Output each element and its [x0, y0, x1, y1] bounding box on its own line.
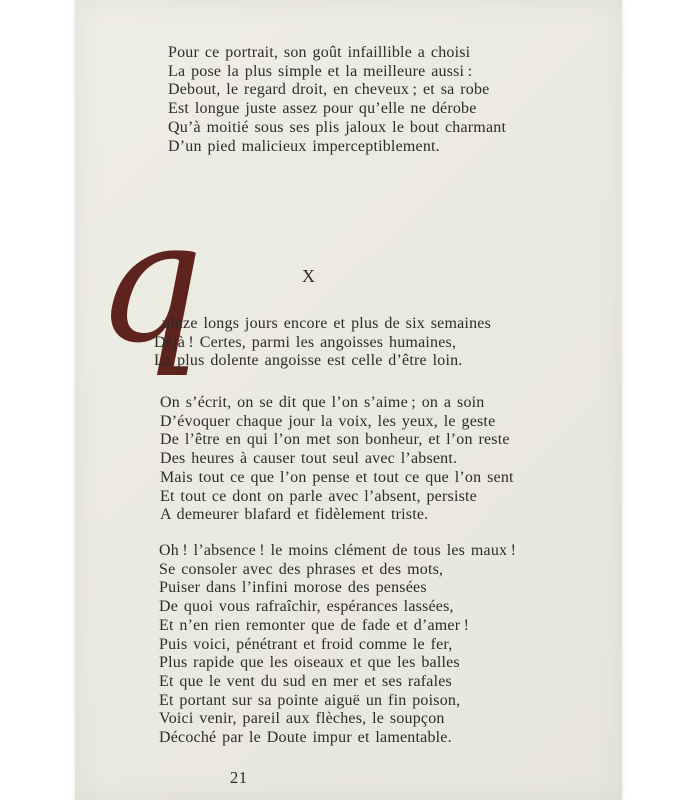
poem-line: De quoi vous rafraîchir, espérances lassées, — [159, 598, 454, 616]
book-page — [75, 0, 622, 800]
poem-x-stanza-3 — [159, 542, 516, 748]
poem-line: Déjà ! Certes, parmi les angoisses humaines, — [154, 333, 457, 351]
previous-poem-stanza — [168, 44, 506, 156]
poem-line: Debout, le regard droit, en cheveux ; et sa robe — [168, 81, 490, 99]
poem-line: Se consoler avec des phrases et des mots, — [159, 560, 444, 578]
poem-line: Et n’en rien remonter que de fade et d’amer ! — [159, 616, 470, 634]
poem-line: Des heures à causer tout seul avec l’absent. — [160, 450, 458, 468]
page-number: 21 — [230, 768, 248, 787]
poem-line: D’évoquer chaque jour la voix, les yeux, le geste — [160, 412, 496, 430]
poem-line: Puis voici, pénétrant et froid comme le fer, — [159, 635, 453, 653]
poem-x-stanza-1 — [154, 315, 491, 371]
poem-line: Pour ce portrait, son goût infaillible a choisi — [168, 44, 471, 61]
drop-cap-letter-q: q — [96, 184, 204, 380]
poem-line: Et tout ce dont on parle avec l’absent, persiste — [160, 487, 477, 505]
poem-line: Et que le vent du sud en mer et ses rafales — [159, 672, 452, 690]
poem-line: Qu’à moitié sous ses plis jaloux le bout charmant — [168, 118, 507, 136]
poem-line: On s’écrit, on se dit que l’on s’aime ; on a soin — [160, 394, 485, 411]
poem-line: La plus dolente angoisse est celle d’être loin. — [154, 352, 463, 370]
poem-line: A demeurer blafard et fidèlement triste. — [160, 506, 429, 524]
section-heading-x: X — [302, 266, 316, 286]
poem-line: Plus rapide que les oiseaux et que les balles — [159, 654, 460, 672]
poem-line: Puiser dans l’infini morose des pensées — [159, 579, 427, 597]
poem-x-stanza-2 — [160, 394, 514, 525]
poem-line: Mais tout ce que l’on pense et tout ce que l’on sent — [160, 468, 514, 486]
poem-line: De l’être en qui l’on met son bonheur, et l’on reste — [160, 431, 510, 449]
poem-line: Oh ! l’absence ! le moins clément de tous les maux ! — [159, 542, 517, 559]
poem-line: D’un pied malicieux imperceptiblement. — [168, 137, 440, 155]
poem-line: Est longue juste assez pour qu’elle ne dérobe — [168, 100, 477, 118]
poem-line: La pose la plus simple et la meilleure aussi : — [168, 62, 473, 80]
poem-line: Décoché par le Doute impur et lamentable. — [159, 729, 452, 747]
poem-line: uinze longs jours encore et plus de six semaines — [162, 315, 491, 332]
poem-line: Et portant sur sa pointe aiguë un fin poison, — [159, 691, 461, 709]
poem-line: Voici venir, pareil aux flèches, le soupçon — [159, 710, 445, 728]
